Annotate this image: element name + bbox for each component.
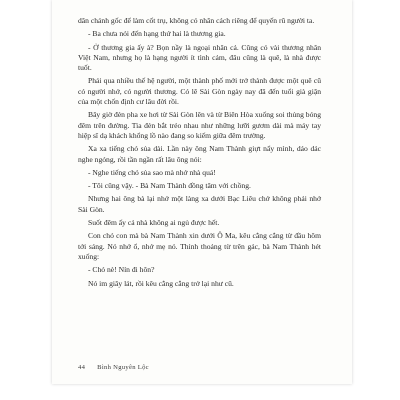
paragraph: Xa xa tiếng chó sủa dài. Lần này ông Nam Thành giựt nẩy mình, dáo dác nghe ngóng, rồi tần ngần rất lâu ông nói: — [78, 144, 321, 164]
paragraph: - Nghe tiếng chó sủa sao mà nhớ nhà quá! — [88, 167, 216, 177]
page-number: 44 — [78, 364, 86, 371]
paragraph: dân chánh gốc để làm cốt trụ, không có nhân cách riêng để quyến rũ người ta. — [78, 16, 315, 25]
paragraph: Nhưng hai ông bà lại nhớ một làng xa dưới Bạc Liêu chớ không phải nhớ Sài Gòn. — [78, 194, 321, 214]
paragraph: - Chó nè! Nín đi hôn? — [88, 265, 155, 275]
author-name: Bình Nguyên Lộc — [97, 364, 149, 371]
paragraph: Bây giờ đèn pha xe hơi từ Sài Gòn lên và từ Biên Hòa xuống soi thủng bóng đêm trên đường. Tia đèn bắt tréo nhau như những lưỡi gươm dài mà máy tay hiệp sĩ dạ khách khổng lồ nào đang so kiếm giữa đêm trường. — [78, 110, 321, 140]
paragraph: Nó im giây lát, rồi kêu cẳng cẳng trở lại như cũ. — [88, 278, 234, 288]
page-footer — [78, 364, 149, 371]
paragraph: Suốt đêm ấy cả nhà không ai ngủ được hết. — [88, 218, 220, 228]
body-text — [78, 16, 321, 292]
paragraph: - Tôi cũng vậy. - Bà Nam Thành đồng tâm với chồng. — [88, 181, 251, 191]
paragraph: Phải qua nhiều thế hệ người, một thành phố mới trở thành được một quê cũ có người nhớ, có người thương. Có lẽ Sài Gòn ngày nay đã đến tuổi già giặn của một chốn định cư lâu đời rồi. — [78, 76, 321, 107]
paragraph: - Ở thương gia ấy à? Bọn nầy là ngoại nhân cả. Cũng có vài thương nhân Việt Nam, nhưng họ là hạng người ít tình cảm, đâu cũng là quê, là nhà được tuốt. — [78, 42, 321, 73]
paragraph: - Ba chưa nói đến hạng thứ hai là thương gia. — [88, 29, 226, 39]
paragraph: Con chó con mà bà Nam Thành xin dưới Ô Ma, kêu cẳng cẳng từ đầu hôm tới sáng. Nó nhớ ổ, nhớ mẹ nó. Thỉnh thoảng từ trên gác, bà Nam Thành hét xuống: — [78, 231, 321, 261]
